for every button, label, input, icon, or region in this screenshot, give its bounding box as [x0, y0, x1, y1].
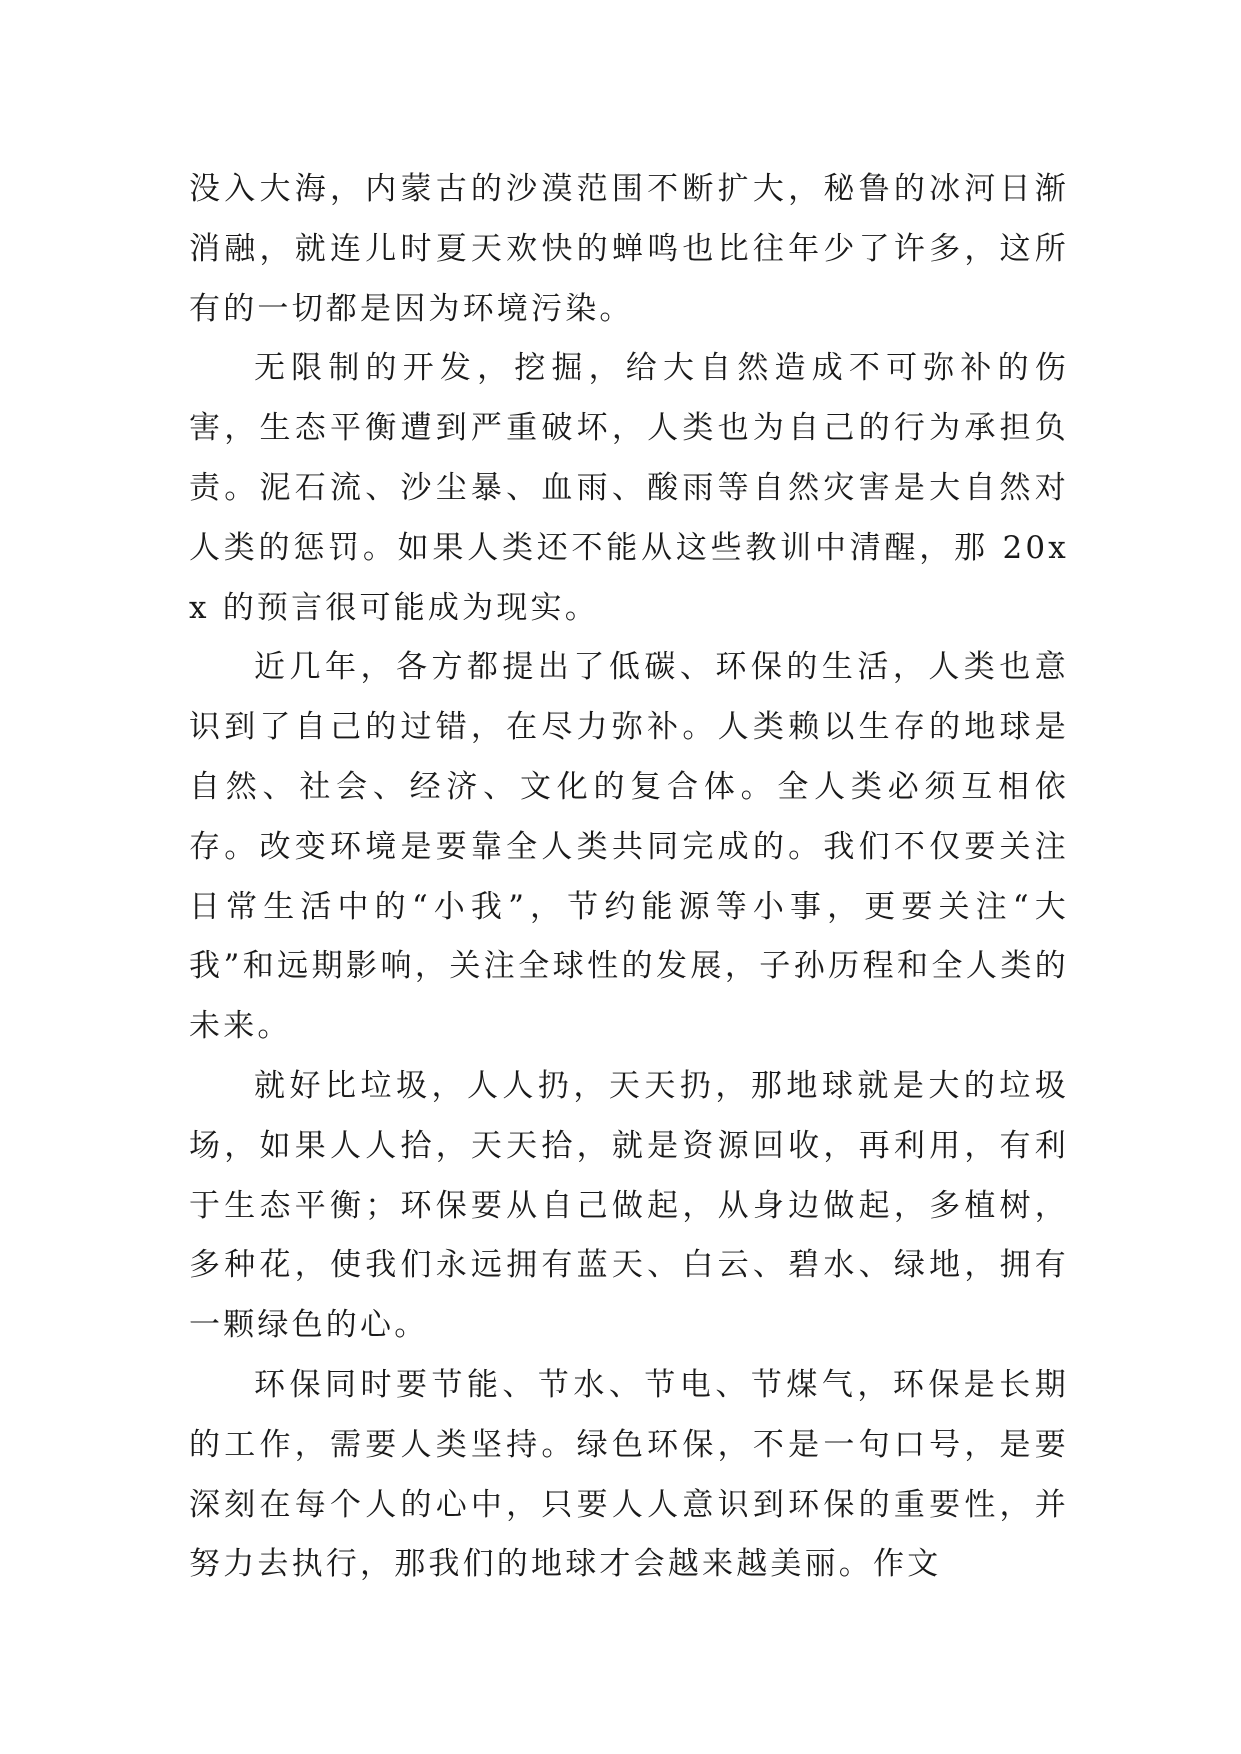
document-body	[189, 160, 1069, 1595]
paragraph-energy-saving: 环保同时要节能、节水、节电、节煤气，环保是长期的工作，需要人类坚持。绿色环保，不是一句口号，是要深刻在每个人的心中，只要人人意识到环保的重要性，并努力去执行，那我们的地球才会越来越美丽。作文	[189, 1366, 1069, 1583]
paragraph-garbage-recycling: 就好比垃圾，人人扔，天天扔，那地球就是大的垃圾场，如果人人拾，天天拾，就是资源回收，再利用，有利于生态平衡；环保要从自己做起，从身边做起，多植树，多种花，使我们永远拥有蓝天、白云、碧水、绿地，拥有一颗绿色的心。	[189, 1067, 1069, 1344]
paragraph-unrestricted-development: 无限制的开发，挖掘，给大自然造成不可弥补的伤害，生态平衡遭到严重破坏，人类也为自己的行为承担负责。泥石流、沙尘暴、血雨、酸雨等自然灾害是大自然对人类的惩罚。如果人类还不能从这些教训中清醒，那 20xx 的预言很可能成为现实。	[189, 350, 1069, 626]
paragraph-continuation: 没入大海，内蒙古的沙漠范围不断扩大，秘鲁的冰河日渐消融，就连儿时夏天欢快的蝉鸣也比往年少了许多，这所有的一切都是因为环境污染。	[189, 171, 1069, 327]
paragraph-low-carbon-life: 近几年，各方都提出了低碳、环保的生活，人类也意识到了自己的过错，在尽力弥补。人类赖以生存的地球是自然、社会、经济、文化的复合体。全人类必须互相依存。改变环境是要靠全人类共同完成的。我们不仅要关注日常生活中的“小我”，节约能源等小事，更要关注“大我”和远期影响，关注全球性的发展，子孙历程和全人类的未来。	[189, 649, 1069, 1045]
